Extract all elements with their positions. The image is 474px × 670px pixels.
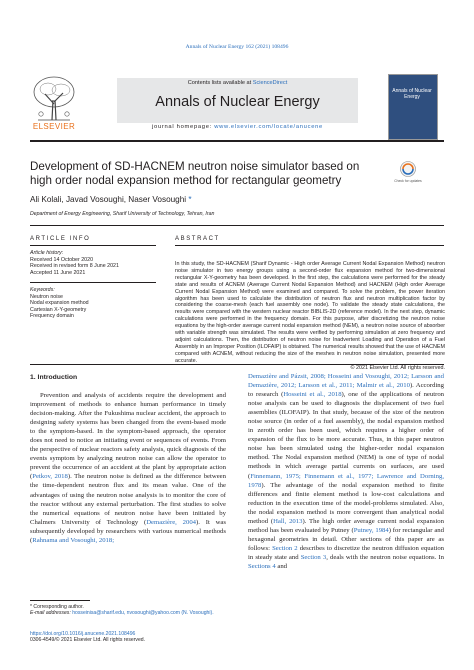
email-line bbox=[30, 610, 214, 616]
corresponding-mark[interactable]: * bbox=[188, 195, 192, 204]
citation-link[interactable]: Petkov, 2018 bbox=[32, 473, 68, 481]
journal-homepage bbox=[117, 124, 358, 130]
doi-link[interactable]: https://doi.org/10.1016/j.anucene.2021.108496 bbox=[30, 631, 136, 637]
history-rule bbox=[30, 282, 156, 283]
abstract-body bbox=[175, 261, 445, 372]
footnote bbox=[30, 604, 214, 617]
citation-link[interactable]: Hall, 2013 bbox=[273, 517, 303, 525]
history-accepted: Accepted 11 June 2021 bbox=[30, 269, 86, 276]
section-link[interactable]: Section 3 bbox=[300, 553, 327, 561]
text-run: ) for rectangular and hexagonal geometries in detail. Other sections of this paper are as follows: bbox=[248, 526, 444, 552]
email-links[interactable]: hosseinisa@sharif.edu, nvosoughi@yahoo.com (N. Vosoughi). bbox=[72, 610, 214, 617]
body-left-column bbox=[30, 391, 226, 545]
article-info-heading: ARTICLE INFO bbox=[30, 236, 91, 242]
citation-link[interactable]: Putney, 1984 bbox=[353, 526, 389, 534]
text-run: describes to discretize the neutron diffusion equation in steady state and bbox=[248, 544, 445, 561]
abstract-copyright: © 2021 Elsevier Ltd. All rights reserved. bbox=[350, 364, 445, 371]
elsevier-tree-logo bbox=[30, 74, 78, 124]
citation-link[interactable]: Finnemann, 1975; Finnemann et al., 1977; Lawrence and Dorning, 1978 bbox=[248, 472, 444, 489]
text-run: ), one of the applications of neutron noise analysis can be used to diagnosis the displacement of two fuel assemblies (ILOFAIP). In that study, because of the size of the neutron noise source (in order of a fuel assembly), the nodal expansion method in zeroth order has been used, which requires a higher order of expansion of the flux to be more accurate. Thus, in this paper neutron noise has been simulated using the higher-order nodal expansion method. The Nodal expansion method (NEM) is one of type of nodal methods in which average partial currents on surfaces, are used ( bbox=[248, 391, 445, 480]
affiliation: Department of Energy Engineering, Sharif University of Technology, Tehran, Iran bbox=[30, 211, 215, 217]
abstract-heading: ABSTRACT bbox=[175, 236, 220, 242]
contents-prefix: Contents lists available at bbox=[187, 80, 253, 86]
cover-title: Annals of Nuclear Energy bbox=[392, 88, 432, 100]
check-for-updates-icon[interactable] bbox=[394, 160, 422, 186]
article-title: Development of SD-HACNEM neutron noise simulator based on high order nodal expansion method for rectangular geometry bbox=[30, 160, 360, 187]
section-link[interactable]: Section 2 bbox=[272, 544, 298, 552]
email-label: E-mail addresses: bbox=[30, 610, 73, 617]
sciencedirect-link[interactable]: ScienceDirect bbox=[252, 80, 288, 86]
homepage-prefix: journal homepage: bbox=[152, 124, 215, 130]
check-updates-label: Check for updates bbox=[394, 179, 422, 183]
corresponding-author-note: * Corresponding author. bbox=[30, 604, 84, 610]
intro-paragraph-1 bbox=[30, 391, 226, 545]
keywords-label: Keywords: bbox=[30, 287, 55, 293]
section-heading-introduction: 1. Introduction bbox=[30, 374, 78, 381]
abstract-bottom-rule bbox=[30, 364, 444, 365]
authors-text: Ali Kolali, Javad Vosoughi, Naser Vosoughi bbox=[30, 195, 187, 204]
text-run: and bbox=[275, 562, 288, 570]
page-footer bbox=[30, 631, 145, 644]
citation-link[interactable]: Demazière, 2004 bbox=[146, 518, 197, 526]
section-link[interactable]: Sections 4 bbox=[248, 562, 276, 570]
text-run: ). According to research ( bbox=[248, 382, 444, 399]
text-run: ). The high order average current nodal expansion method has been evaluated by Putney ( bbox=[248, 517, 444, 534]
citation-link[interactable]: Rahnama and Vosoughi, 2018; bbox=[32, 536, 115, 544]
citation-link[interactable]: Hosseini et al., 2018 bbox=[283, 391, 342, 399]
text-run: ). The neutron noise is defined as the difference between the time-dependent neutron flux and its mean value. One of the advantages of using the neutron noise analysis is to monitor the core of the reactor without any external perturbation. The first studies to solve the numerical equations of neutron noise have been initiated by Chalmers University of Technology ( bbox=[30, 473, 226, 526]
keywords-block bbox=[30, 287, 156, 320]
issn-line: 0306-4549/© 2021 Elsevier Ltd. All rights reserved. bbox=[30, 637, 146, 644]
history-revised: Received in revised form 8 June 2021 bbox=[30, 263, 119, 270]
journal-cover-image bbox=[388, 74, 438, 140]
keyword-3: Cartesian X-Y-geometry bbox=[30, 306, 87, 313]
abstract-rule bbox=[175, 245, 444, 246]
keyword-1: Neutron noise bbox=[30, 293, 63, 300]
contents-line bbox=[117, 80, 358, 86]
abstract-text: In this study, the SD-HACNEM (Sharif Dynamic - High order Average Current Nodal Expansion Method) neutron noise simulator in two energy groups using a second-order flux expansion method for two-dimensional rectangular X-Y-geometry has been developed. In the first step, the calculations were performed for the steady state and results of ACNEM (Average Current Nodal Expansion Method) and HACNEM (High order Average Current Nodal Expansion Method) were examined and compared. To solve the problem, the power iteration algorithm has been used to calculate the distribution of neutron flux and neutron multiplication factor by considering the coarse-mesh (each fuel assembly one node). To validate the steady state calculations, the results were compared with the western nuclear reactor BIBLIS-2D (reference model). In the next step, dynamic calculations were performed in the frequency domain. For this purpose, after discretizing the neutron noise equations by the high-order average current nodal expansion method (NEM), a neutron noise source of absorber with variable strength was simulated. The results were verified by performing simulation at zero frequency and adjoint calculations. Then, the distribution of neutron noise for Inadvertent Loading and Operation of a Fuel Assembly in an Improper Position (ILOFAIP) is obtained. The numerical results showed that the use of HACNEM compared with ACNEM, without reducing the size of the meshes in neutron noise simulation, presented more accurate. bbox=[175, 261, 445, 364]
history-received: Received 14 October 2020 bbox=[30, 256, 94, 263]
affiliation-rule bbox=[30, 225, 444, 226]
publisher-name: ELSEVIER bbox=[32, 122, 76, 131]
article-info-rule bbox=[30, 245, 156, 246]
keyword-4: Frequency domain bbox=[30, 313, 74, 320]
author-list bbox=[30, 195, 192, 204]
article-history bbox=[30, 250, 156, 276]
body-right-column bbox=[248, 372, 444, 571]
history-label: Article history: bbox=[30, 250, 64, 256]
intro-paragraph-continued bbox=[248, 372, 444, 571]
homepage-link[interactable]: www.elsevier.com/locate/anucene bbox=[214, 124, 323, 130]
footnote-rule bbox=[30, 600, 90, 601]
text-run: ). It was subsequently developed by researchers with various numerical methods ( bbox=[30, 518, 226, 544]
keyword-2: Nodal expansion method bbox=[30, 300, 89, 307]
citation-link[interactable]: Demazière and Pázsit, 2008; Hosseini and Vosoughi, 2012; Larsson and Demazière, 2012; Larsson et al., 2011; Malmir et al., 2010 bbox=[248, 373, 444, 390]
text-run: , deals with the neutron noise equations. In bbox=[326, 553, 444, 561]
journal-reference[interactable]: Annals of Nuclear Energy 162 (2021) 108496 bbox=[185, 44, 289, 50]
text-run: Prevention and analysis of accidents require the development and improvement of methods to enhance human performance in timely decision-making. After the Fukushima nuclear accident, the approach to designing safety systems has been changed from the event-based mode to the symptom-based. In the symptom-based approach, the operator does not need to notice an initiating event or sequences of events. From the perspective of nuclear reactors safety analysis, quick diagnosis of the events symptom by analyzing neutron noise can allow the operator to prevent the occurrence of an accident at the plant by appropriate action ( bbox=[30, 392, 226, 481]
journal-title: Annals of Nuclear Energy bbox=[155, 94, 320, 110]
header-rule bbox=[30, 140, 444, 142]
text-run: ). The advantage of the nodal expansion method to finite differences and finite element method is low-cost calculations and reduction in the execution time of the model-problems simulated. Also, the nodal expansion method is more convergent than analytical nodal method ( bbox=[248, 481, 444, 525]
